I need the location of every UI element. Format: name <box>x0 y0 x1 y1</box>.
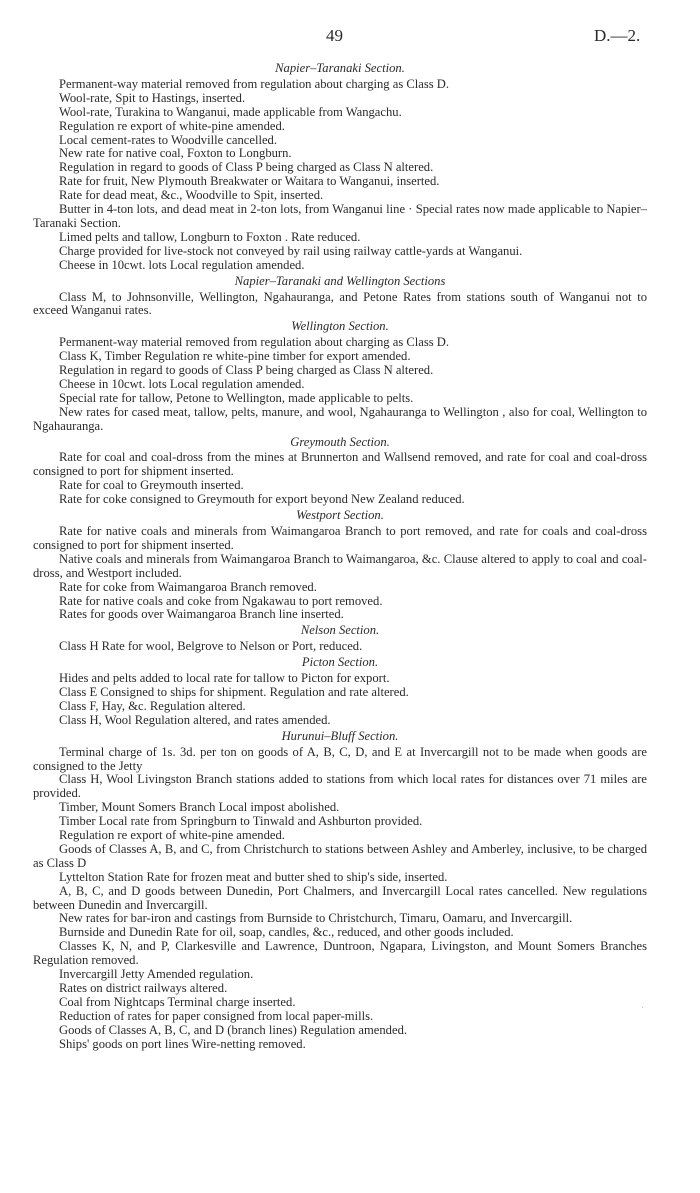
section-entry: Permanent-way material removed from regulation about charging as Class D. <box>59 76 450 91</box>
section-entry: Cheese in 10cwt. lots Local regulation amended. <box>59 257 305 272</box>
section-entry: Class K, Timber Regulation re white-pine timber for export amended. <box>59 349 411 364</box>
section-entry: Rate for native coals and coke from Ngakawau to port removed. <box>59 593 383 608</box>
section-entry: A, B, C, and D goods between Dunedin, Port Chalmers, and Invercargill Local rates cancelled. New regulations between Dunedin and Invercargill. <box>33 883 647 912</box>
section-title: Picton Section. <box>301 655 379 670</box>
section-title: Nelson Section. <box>300 623 380 638</box>
section-entry: Class E Consigned to ships for shipment. Regulation and rate altered. <box>59 684 409 699</box>
section-entry: Terminal charge of 1s. 3d. per ton on goods of A, B, C, D, and E at Invercargill not to be made when goods are consigned to the Jetty <box>33 744 647 773</box>
section-entry: Regulation re export of white-pine amended. <box>59 828 285 843</box>
section-entry: Coal from Nightcaps Terminal charge inserted. <box>59 994 296 1009</box>
section-entry: Rate for coal and coal-dross from the mines at Brunnerton and Wallsend removed, and rate for coal and coal-dross consigned to port for shipment inserted. <box>33 450 647 479</box>
section-entry: Special rate for tallow, Petone to Wellington, made applicable to pelts. <box>59 390 414 405</box>
page-number: 49 <box>326 26 343 45</box>
section-title: Napier–Taranaki Section. <box>275 61 405 75</box>
section-title: Hurunui–Bluff Section. <box>281 728 399 743</box>
document-reference: D.—2. <box>594 26 641 45</box>
section-entry: Rates on district railways altered. <box>59 981 228 995</box>
section-entry: Class M, to Johnsonville, Wellington, Ngahauranga, and Petone Rates from stations south of Wanganui not to exceed Wanganui rates. <box>33 289 647 318</box>
section-entry: Wool-rate, Spit to Hastings, inserted. <box>59 90 246 105</box>
section-entry: Class H, Wool Regulation altered, and rates amended. <box>59 712 331 727</box>
section-entry: Goods of Classes A, B, and C, from Christchurch to stations between Ashley and Amberley, inclusive, to be charged as Class D <box>33 841 647 870</box>
section-entry: Rate for coke consigned to Greymouth for export beyond New Zealand reduced. <box>59 492 465 507</box>
section-entry: Class H, Wool Livingston Branch stations added to stations from which local rates for distances over 71 miles are provided. <box>33 772 647 801</box>
section-title: Wellington Section. <box>291 319 389 334</box>
section-entry: New rate for native coal, Foxton to Longburn. <box>59 146 292 161</box>
section-entry: Butter in 4-ton lots, and dead meat in 2-ton lots, from Wanganui line · Special rates now made applicable to Napier–Taranaki Section. <box>33 202 647 230</box>
section-entry: Rate for coal to Greymouth inserted. <box>59 478 244 493</box>
section-entry: New rates for cased meat, tallow, pelts, manure, and wool, Ngahauranga to Wellington , also for coal, Wellington to Ngahauranga. <box>33 404 647 433</box>
section-entry: Rate for dead meat, &c., Woodville to Spit, inserted. <box>59 188 324 203</box>
section-entry: Timber Local rate from Springburn to Tinwald and Ashburton provided. <box>59 814 423 829</box>
section-entry: Rate for native coals and minerals from Waimangaroa Branch to port removed, and rate for coals and coal-dross consigned to port for shipment inserted. <box>33 524 647 552</box>
section-entry: Rate for coke from Waimangaroa Branch removed. <box>59 579 317 594</box>
section-entry: Wool-rate, Turakina to Wanganui, made applicable from Wangachu. <box>59 104 402 119</box>
section-entry: Class F, Hay, &c. Regulation altered. <box>59 698 246 713</box>
section-title: Napier–Taranaki and Wellington Sections <box>234 273 446 288</box>
section-entry: Charge provided for live-stock not conveyed by rail using railway cattle-yards at Wanganui. <box>59 243 523 258</box>
document-body <box>33 62 647 1052</box>
section-entry: Native coals and minerals from Waimangaroa Branch to Waimangaroa, &c. Clause altered to apply to coal and coal-dross, and Westport included. <box>33 551 647 580</box>
section-title: Greymouth Section. <box>290 434 390 449</box>
section-entry: Invercargill Jetty Amended regulation. <box>59 967 254 982</box>
section-entry: Hides and pelts added to local rate for tallow to Picton for export. <box>59 671 390 686</box>
page-blemish: · <box>641 1003 645 1014</box>
section-title: Westport Section. <box>296 508 384 523</box>
section-entry: Lyttelton Station Rate for frozen meat and butter shed to ship's side, inserted. <box>59 869 448 884</box>
section-entry: Local cement-rates to Woodville cancelled. <box>59 132 277 147</box>
section-entry: Rate for fruit, New Plymouth Breakwater or Waitara to Wanganui, inserted. <box>59 174 440 189</box>
section-entry: Rates for goods over Waimangaroa Branch line inserted. <box>59 607 344 622</box>
section-entry: Reduction of rates for paper consigned from local paper-mills. <box>59 1008 374 1023</box>
section-entry: Classes K, N, and P, Clarkesville and Lawrence, Duntroon, Ngapara, Livingston, and Mount Somers Branches Regulation removed. <box>33 939 647 968</box>
section-entry: Goods of Classes A, B, C, and D (branch lines) Regulation amended. <box>59 1022 408 1037</box>
section-entry: Burnside and Dunedin Rate for oil, soap, candles, &c., reduced, and other goods included. <box>59 925 514 940</box>
section-entry: Regulation in regard to goods of Class P being charged as Class N altered. <box>59 363 434 378</box>
section-entry: Timber, Mount Somers Branch Local impost abolished. <box>59 800 340 815</box>
page-header <box>0 26 700 50</box>
section-entry: Class H Rate for wool, Belgrove to Nelson or Port, reduced. <box>59 639 363 654</box>
section-entry: Regulation in regard to goods of Class P being charged as Class N altered. <box>59 160 434 175</box>
section-entry: Limed pelts and tallow, Longburn to Foxton . Rate reduced. <box>59 229 361 244</box>
section-entry: Cheese in 10cwt. lots Local regulation amended. <box>59 376 305 391</box>
section-entry: Ships' goods on port lines Wire-netting removed. <box>59 1036 306 1051</box>
section-entry: New rates for bar-iron and castings from Burnside to Christchurch, Timaru, Oamaru, and Invercargill. <box>59 911 573 926</box>
section-entry: Regulation re export of white-pine amended. <box>59 118 285 133</box>
section-entry: Permanent-way material removed from regulation about charging as Class D. <box>59 335 450 350</box>
